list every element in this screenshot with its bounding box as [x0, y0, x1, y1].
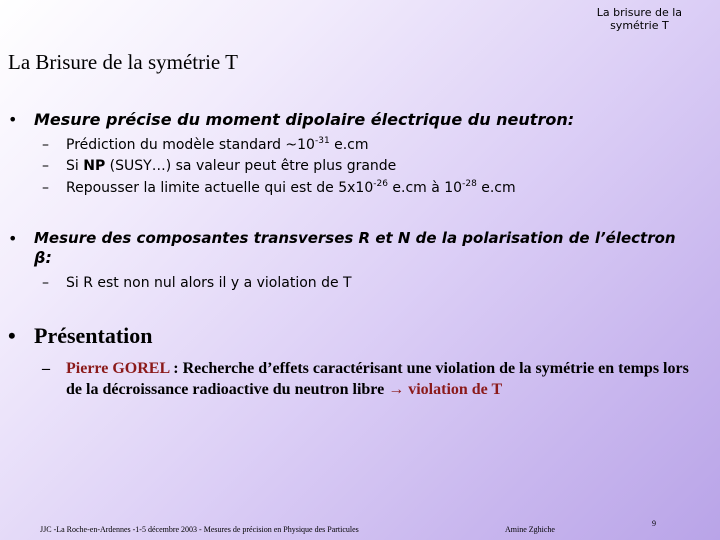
- corner-header-line2: symétrie T: [610, 19, 669, 32]
- bullet-dot: •: [8, 229, 18, 248]
- bullet-edm-text: Mesure précise du moment dipolaire électrique du neutron:: [34, 110, 575, 129]
- dash-marker: –: [42, 360, 50, 377]
- text-part: :: [169, 360, 183, 377]
- text-line: β:: [34, 248, 52, 267]
- superscript: -26: [373, 179, 388, 189]
- text-bold: NP: [83, 158, 106, 174]
- text-part: e.cm à 10: [387, 180, 463, 196]
- text-part: Prédiction du modèle standard ~10: [66, 137, 315, 153]
- presentation-heading: Présentation: [34, 323, 153, 348]
- text-part: Recherche d’effets caractérisant une violation de la symétrie en temps lors de la décroissance radioactive du neutron libre: [66, 360, 689, 398]
- sub-item-text: [66, 178, 516, 198]
- sub-item-text: Si R est non nul alors il y a violation de T: [66, 275, 352, 291]
- text-line: Mesure des composantes transverses R et N de la polarisation de l’électron: [34, 229, 676, 247]
- bullet-dot: •: [8, 110, 18, 129]
- slide-title: La Brisure de la symétrie T: [8, 50, 238, 74]
- dash-marker: –: [42, 137, 49, 153]
- dash-marker: –: [42, 158, 49, 174]
- footer-conference: JJC -La Roche-en-Ardennes -1-5 décembre 2003 - Mesures de précision en Physique des Particules: [40, 525, 359, 534]
- corner-header: [597, 6, 682, 32]
- page-number: 9: [652, 519, 656, 528]
- superscript: -31: [314, 136, 330, 146]
- arrow-icon: →: [388, 381, 405, 398]
- text-part: (SUSY…) sa valeur peut être plus grande: [105, 158, 397, 174]
- corner-header-line1: La brisure de la: [596, 6, 682, 19]
- conclusion-text: violation de T: [404, 381, 503, 398]
- presenter-name: Pierre GOREL: [66, 360, 170, 377]
- presentation-text: [66, 358, 702, 400]
- text-part: e.cm: [329, 137, 369, 153]
- sub-item-text: [66, 156, 396, 176]
- dash-marker: –: [42, 180, 49, 196]
- superscript: -28: [462, 179, 477, 189]
- text-part: Repousser la limite actuelle qui est de 5x10: [66, 180, 374, 196]
- sub-item-text: [66, 135, 369, 155]
- footer-author: Amine Zghiche: [505, 525, 555, 534]
- text-part: Si: [66, 158, 84, 174]
- dash-marker: –: [42, 275, 49, 291]
- bullet-dot: •: [8, 323, 16, 348]
- bullet-polarisation-text: [34, 229, 714, 267]
- text-part: e.cm: [476, 180, 516, 196]
